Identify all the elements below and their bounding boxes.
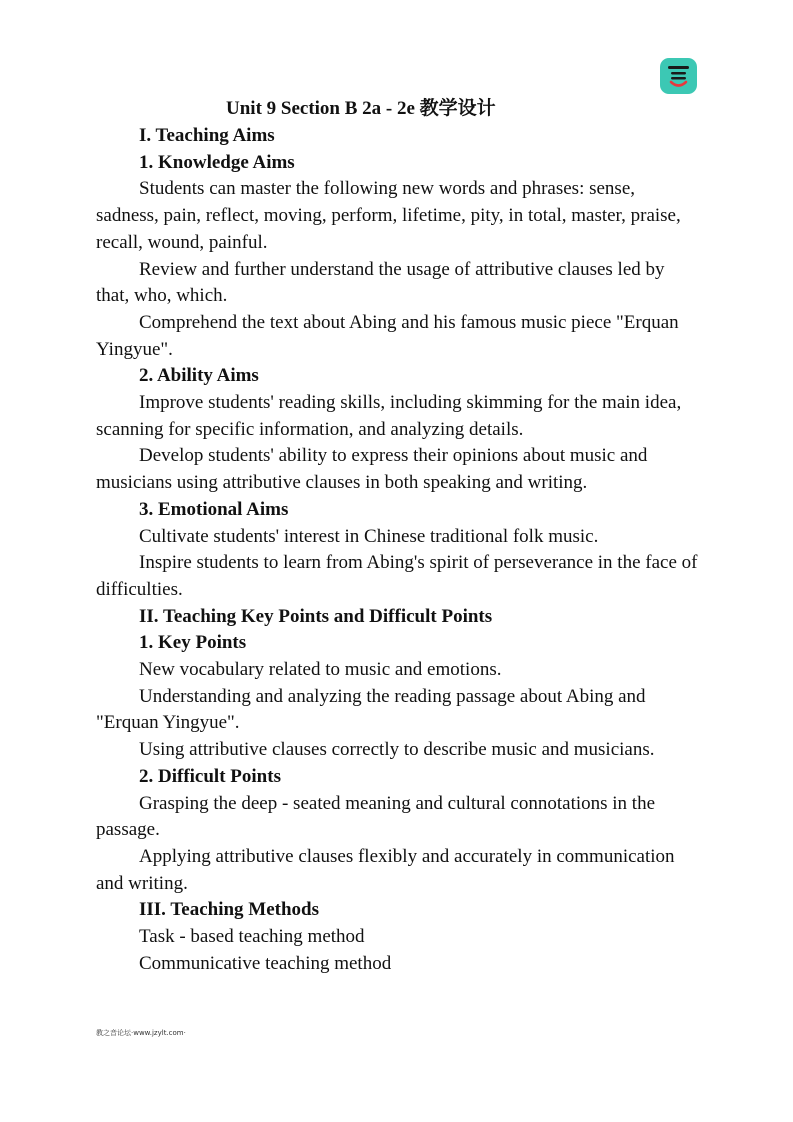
document-body — [96, 94, 700, 978]
paragraph-grasping-meaning: Grasping the deep - seated meaning and cultural connotations in the passage. — [96, 792, 656, 841]
paragraph-cultivate-interest: Cultivate students' interest in Chinese traditional folk music. — [139, 525, 599, 547]
document-blocks — [96, 123, 700, 978]
paragraph-understanding-passage: Understanding and analyzing the reading passage about Abing and "Erquan Yingyue". — [96, 685, 646, 734]
paragraph-comprehend-text: Comprehend the text about Abing and his famous music piece "Erquan Yingyue". — [96, 311, 679, 360]
paragraph-new-vocabulary: New vocabulary related to music and emotions. — [139, 659, 502, 681]
paragraph-reading-skills: Improve students' reading skills, including skimming for the main idea, scanning for specific information, and analyzing details. — [96, 392, 682, 440]
paragraph-attributive-clauses-review: Review and further understand the usage of attributive clauses led by that, who, which. — [96, 258, 665, 307]
paragraph-inspire-students: Inspire students to learn from Abing's spirit of perseverance in the face of difficulties. — [96, 552, 698, 600]
site-logo-icon — [660, 58, 697, 94]
paragraph-applying-clauses: Applying attributive clauses flexibly and accurately in communication and writing. — [96, 845, 675, 894]
section-heading-teaching-methods: III. Teaching Methods — [139, 899, 320, 921]
subheading-knowledge-aims: 1. Knowledge Aims — [139, 151, 295, 173]
section-heading-teaching-aims: I. Teaching Aims — [139, 125, 275, 146]
subheading-difficult-points: 2. Difficult Points — [139, 765, 281, 787]
paragraph-new-words: Students can master the following new words and phrases: sense, sadness, pain, reflect, moving, perform, lifetime, pity, in total, master, praise, recall, wound, painful. — [96, 178, 681, 253]
paragraph-task-based-method: Task - based teaching method — [139, 926, 365, 948]
document-title: Unit 9 Section B 2a - 2e 教学设计 — [226, 98, 496, 119]
paragraph-communicative-method: Communicative teaching method — [139, 952, 392, 974]
subheading-emotional-aims: 3. Emotional Aims — [139, 498, 289, 520]
subheading-ability-aims: 2. Ability Aims — [139, 365, 259, 387]
paragraph-express-opinions: Develop students' ability to express their opinions about music and musicians using attributive clauses in both speaking and writing. — [96, 445, 648, 494]
section-heading-key-difficult-points: II. Teaching Key Points and Difficult Points — [139, 605, 493, 627]
paragraph-using-clauses: Using attributive clauses correctly to describe music and musicians. — [139, 739, 655, 761]
subheading-key-points: 1. Key Points — [139, 632, 247, 654]
footer-watermark: 教之音论坛·www.jzylt.com· — [96, 1029, 186, 1037]
